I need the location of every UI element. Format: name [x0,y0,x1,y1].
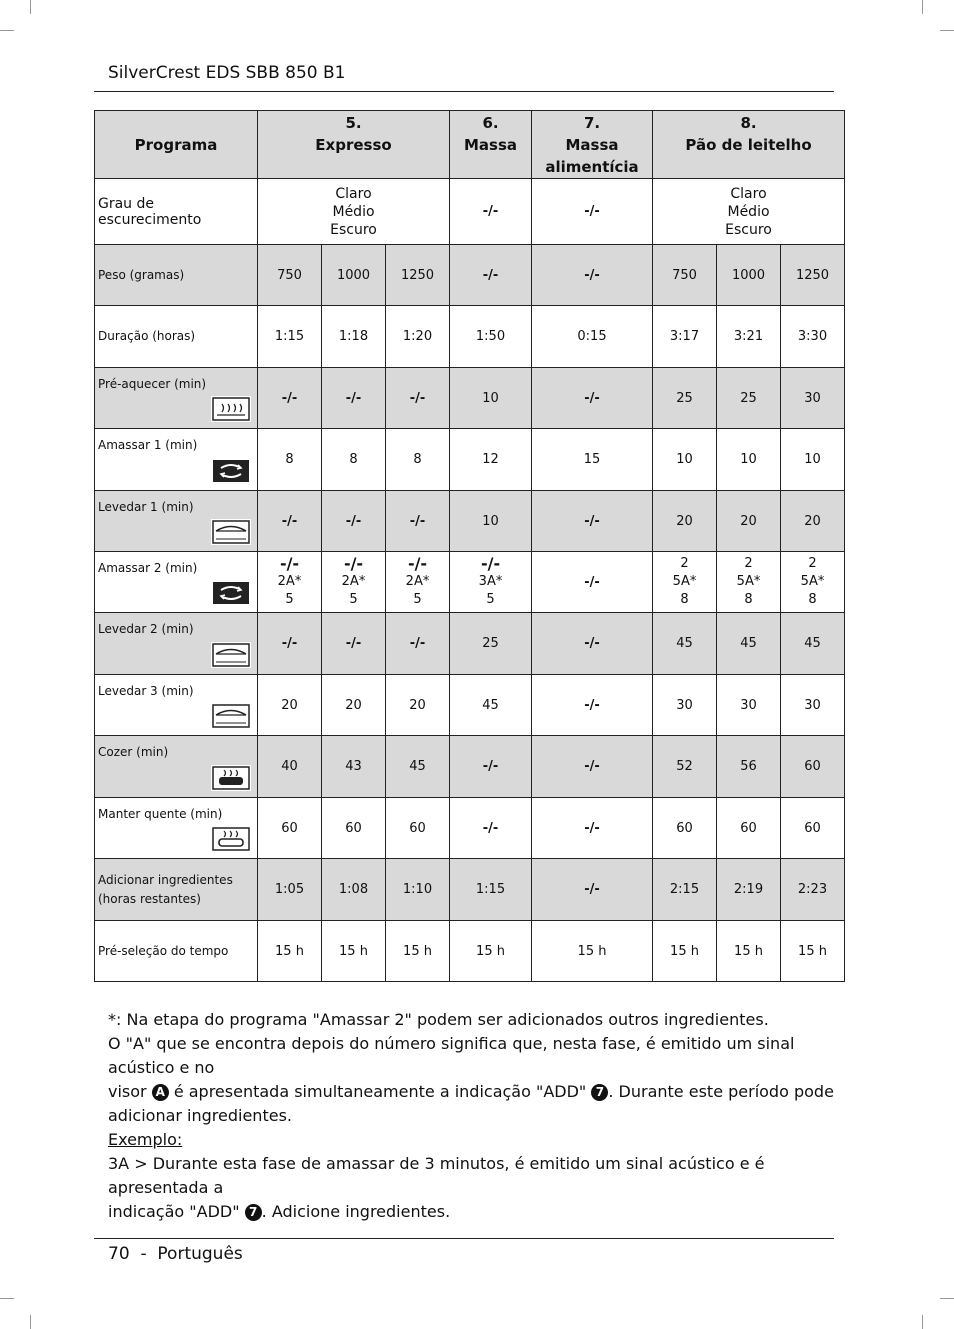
table-cell: 1:15 [258,306,322,368]
table-cell: -/- [322,613,386,675]
table-row [95,675,845,736]
col-number: 6. [482,113,499,132]
footer-language: Português [157,1244,243,1264]
table-cell: 60 [781,736,845,798]
rise-icon [211,642,251,668]
table-cell: 2:15 [653,859,717,921]
note-text: . Adicione ingredientes. [261,1202,451,1221]
table-cell: -/- [322,491,386,552]
table-row [95,921,845,982]
table-cell [781,552,845,613]
table-cell: 1250 [781,245,845,306]
example-label: Exemplo: [108,1130,183,1149]
page-number: 70 [108,1244,130,1264]
row-label [95,859,258,921]
table-cell: 3:17 [653,306,717,368]
cell-line: 5A* [672,574,697,589]
table-cell: 20 [717,491,781,552]
table-cell: -/- [386,368,450,429]
table-cell: -/- [532,491,653,552]
table-cell: 60 [386,798,450,859]
crop-mark [922,0,923,14]
col-name: alimentícia [545,157,639,176]
table-cell: 60 [258,798,322,859]
keep-warm-icon [211,826,251,852]
table-cell: 30 [781,368,845,429]
crop-mark [940,1298,954,1299]
table-cell: -/- [258,613,322,675]
table-cell: 60 [717,798,781,859]
cell-line: 5 [413,592,422,607]
cell-line: 8 [808,592,817,607]
table-cell: 1:15 [450,859,532,921]
table-cell: 10 [781,429,845,491]
table-cell: 8 [258,429,322,491]
row-label-text: Levedar 3 (min) [98,684,194,698]
row-label [95,736,258,798]
table-cell: 56 [717,736,781,798]
cell-line: 2A* [277,574,302,589]
note-add-ingredients: adicionar ingredientes. [108,1106,292,1125]
table-cell: 2:19 [717,859,781,921]
table-cell: 60 [653,798,717,859]
table-cell: 45 [450,675,532,736]
table-cell: 8 [386,429,450,491]
table-cell: 15 h [258,921,322,982]
table-cell: -/- [532,552,653,613]
table-cell: -/- [258,368,322,429]
table-cell: 750 [653,245,717,306]
crop-mark [922,1315,923,1329]
table-cell: 10 [653,429,717,491]
row-label-text: Duração (horas) [98,329,196,343]
cell-line: -/- [480,554,501,573]
table-cell: 15 h [532,921,653,982]
row-label [95,921,258,982]
grau-dash-7: -/- [532,179,653,245]
table-cell: 15 h [781,921,845,982]
col-name: Pão de leitelho [685,135,812,154]
table-row [95,245,845,306]
number-7-badge-icon: 7 [245,1204,262,1221]
level-escuro: Escuro [330,221,377,238]
table-cell: 1:50 [450,306,532,368]
table-cell: 1:20 [386,306,450,368]
row-label-text: Amassar 2 (min) [98,561,198,575]
col-name: Expresso [315,135,392,154]
header-programa [95,111,258,179]
table-cell: 45 [717,613,781,675]
rise-icon [211,519,251,545]
table-cell: 60 [781,798,845,859]
table-cell: 15 h [717,921,781,982]
table-cell: -/- [322,368,386,429]
row-label [95,675,258,736]
table-cell: 1:18 [322,306,386,368]
table-header-row [95,111,845,179]
header-col-5 [258,111,450,179]
table-cell [322,552,386,613]
table-row [95,306,845,368]
table-cell: 30 [781,675,845,736]
table-cell [386,552,450,613]
table-cell: 1000 [717,245,781,306]
table-cell [653,552,717,613]
table-cell: 45 [386,736,450,798]
note-a-meaning: O "A" que se encontra depois do número significa que, nesta fase, é emitido um sinal acústico e no [108,1034,795,1077]
table-cell: 0:15 [532,306,653,368]
crop-mark [30,1315,31,1329]
table-cell: -/- [532,613,653,675]
bake-icon [211,765,251,791]
row-label-text: Pré-seleção do tempo [98,943,229,958]
rise-icon [211,703,251,729]
table-cell: -/- [450,245,532,306]
table-cell: 30 [653,675,717,736]
cell-line: 5 [486,592,495,607]
crop-mark [30,0,31,14]
note-text: é apresentada simultaneamente a indicação "ADD" [173,1082,587,1101]
row-label [95,798,258,859]
table-cell: 25 [717,368,781,429]
row-label-text: (horas restantes) [98,891,201,906]
header-col-6 [450,111,532,179]
crop-mark [940,30,954,31]
program-table [94,110,845,982]
col-number: 8. [740,113,757,132]
note-text: . Durante este período pode [608,1082,834,1101]
number-7-badge-icon: 7 [591,1084,608,1101]
col-name: Massa [464,135,518,154]
table-cell: 45 [653,613,717,675]
table-row [95,736,845,798]
row-label [95,368,258,429]
row-label-text: Manter quente (min) [98,807,223,821]
table-cell: 1:05 [258,859,322,921]
table-cell: -/- [532,675,653,736]
table-cell: 30 [717,675,781,736]
col-name: Massa [565,135,619,154]
row-label-text: Levedar 2 (min) [98,622,194,636]
col-number: 7. [583,113,601,132]
row-label [95,491,258,552]
table-cell: 20 [386,675,450,736]
table-cell: 15 h [322,921,386,982]
crop-mark [0,30,14,31]
cell-line: -/- [343,554,364,573]
row-label [95,245,258,306]
table-cell: 750 [258,245,322,306]
table-cell: 40 [258,736,322,798]
level-medio: Médio [727,203,770,220]
cell-line: 5 [349,592,358,607]
table-row [95,491,845,552]
table-row [95,859,845,921]
table-cell: -/- [532,859,653,921]
page-footer [108,1244,243,1264]
cell-line: 5A* [736,574,761,589]
notes [108,1008,838,1224]
table-cell: 20 [258,675,322,736]
grau-levels-5 [258,179,450,245]
table-cell: 43 [322,736,386,798]
row-label-text: Cozer (min) [98,745,169,759]
table-cell: 8 [322,429,386,491]
level-claro: Claro [730,185,767,202]
table-cell [258,552,322,613]
note-text: visor [108,1082,147,1101]
table-row [95,429,845,491]
grau-dash-6: -/- [450,179,532,245]
table-cell: 20 [653,491,717,552]
cell-line: 5 [285,592,294,607]
cell-line: 8 [680,592,689,607]
row-label [95,552,258,613]
cell-line: 2 [680,556,689,571]
table-body [95,245,845,982]
table-row-grau [95,179,845,245]
level-medio: Médio [332,203,375,220]
cell-line: -/- [279,554,300,573]
table-cell: 1:08 [322,859,386,921]
table-cell: 1:10 [386,859,450,921]
table-cell: 12 [450,429,532,491]
table-cell [450,552,532,613]
table-cell: 25 [653,368,717,429]
preheat-icon [211,396,251,422]
footer-separator: - [140,1244,147,1264]
cell-line: 2 [808,556,817,571]
table-cell: -/- [450,798,532,859]
table-cell: -/- [450,736,532,798]
header-col-8 [653,111,845,179]
footer-rule [94,1238,834,1239]
table-cell: -/- [386,491,450,552]
table-cell: 2:23 [781,859,845,921]
table-cell: -/- [532,798,653,859]
table-cell: 25 [450,613,532,675]
table-cell [717,552,781,613]
table-cell: 10 [450,491,532,552]
row-label [95,613,258,675]
note-visor-line [108,1080,838,1104]
row-label [95,429,258,491]
table-row [95,552,845,613]
table-cell: -/- [258,491,322,552]
table-cell: -/- [532,245,653,306]
level-escuro: Escuro [725,221,772,238]
note-text: indicação "ADD" [108,1202,240,1221]
page-header-title: SilverCrest EDS SBB 850 B1 [108,63,346,83]
table-cell: 10 [717,429,781,491]
cell-line: 2A* [341,574,366,589]
table-cell: 1250 [386,245,450,306]
table-cell: -/- [532,736,653,798]
table-cell: 15 h [653,921,717,982]
table-cell: 3:21 [717,306,781,368]
note-asterisk: *: Na etapa do programa "Amassar 2" podem ser adicionados outros ingredientes. [108,1010,769,1029]
table-row [95,798,845,859]
row-label-text: Adicionar ingredientes [98,872,233,887]
row-label-text: Pré-aquecer (min) [98,377,207,391]
example-line-1: 3A > Durante esta fase de amassar de 3 minutos, é emitido um sinal acústico e é apresentada a [108,1154,765,1197]
example-line-2 [108,1200,838,1224]
table-cell: 60 [322,798,386,859]
table-cell: 20 [322,675,386,736]
table-cell: 15 h [450,921,532,982]
grau-levels-8 [653,179,845,245]
header-label: Programa [134,135,218,154]
knead-icon [211,458,251,484]
table-row [95,613,845,675]
knead-icon [211,580,251,606]
header-rule [94,91,834,92]
table-cell: 45 [781,613,845,675]
table-cell: 15 [532,429,653,491]
row-label-text: Amassar 1 (min) [98,438,198,452]
cell-line: 8 [744,592,753,607]
table-cell: -/- [532,368,653,429]
row-label [95,306,258,368]
table-cell: 10 [450,368,532,429]
table-cell: 52 [653,736,717,798]
table-row [95,368,845,429]
cell-line: 2 [744,556,753,571]
cell-line: 2A* [405,574,430,589]
cell-line: 5A* [800,574,825,589]
table-cell: 15 h [386,921,450,982]
crop-mark [0,1298,14,1299]
cell-line: -/- [407,554,428,573]
header-col-7 [532,111,653,179]
level-claro: Claro [335,185,372,202]
row-label-text: Levedar 1 (min) [98,500,194,514]
col-number: 5. [345,113,362,132]
table-cell: -/- [386,613,450,675]
table-cell: 20 [781,491,845,552]
row-label: Grau de escurecimento [95,179,258,245]
table-cell: 1000 [322,245,386,306]
display-a-badge-icon: A [152,1084,169,1101]
row-label-text: Peso (gramas) [98,267,185,282]
cell-line: 3A* [478,574,503,589]
table-cell: 3:30 [781,306,845,368]
